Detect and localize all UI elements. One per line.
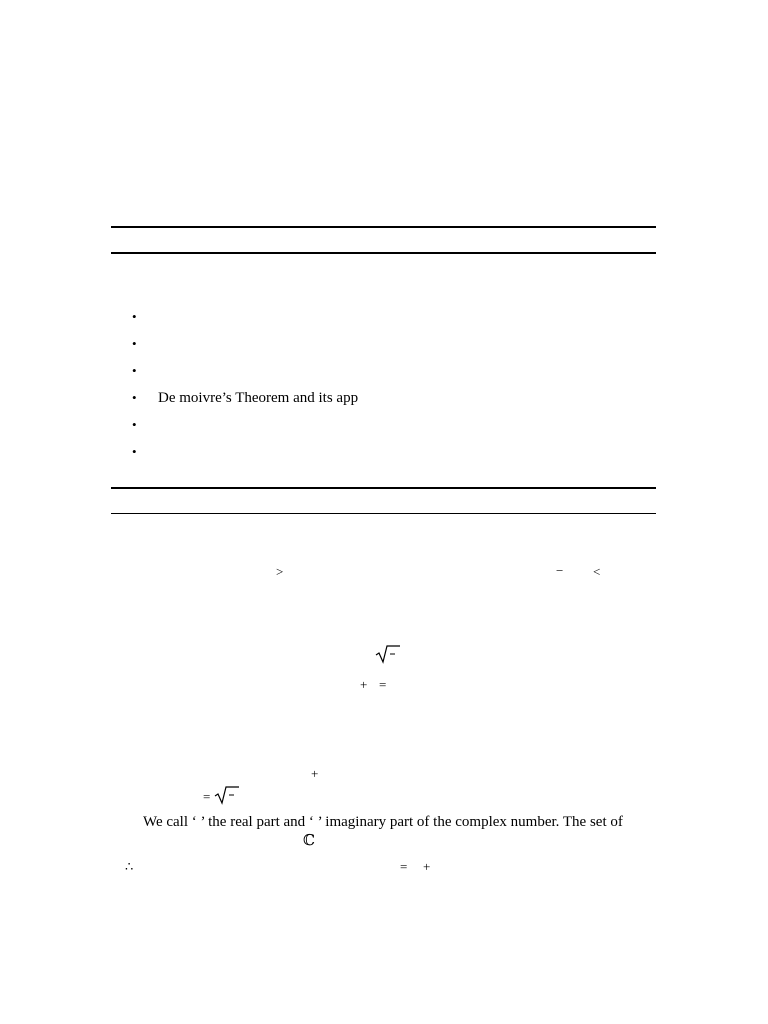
therefore-symbol: ∴ bbox=[125, 859, 134, 874]
top-rule-1 bbox=[111, 226, 656, 228]
math-equals: = bbox=[203, 789, 211, 804]
complex-set-symbol: ℂ bbox=[303, 833, 315, 849]
list-bullet: • bbox=[132, 309, 137, 324]
math-plus: + bbox=[311, 766, 319, 781]
math-plus: + bbox=[423, 859, 431, 874]
math-greater-than: > bbox=[276, 564, 284, 579]
list-item-text: De moivre’s Theorem and its app bbox=[158, 390, 359, 406]
square-root-icon bbox=[375, 644, 401, 664]
math-equals: = bbox=[400, 859, 408, 874]
top-rule-2 bbox=[111, 252, 656, 254]
list-bullet: • bbox=[132, 390, 137, 405]
square-root-icon bbox=[214, 785, 240, 805]
section-rule-2 bbox=[111, 513, 656, 514]
list-bullet: • bbox=[132, 444, 137, 459]
list-bullet: • bbox=[132, 336, 137, 351]
list-bullet: • bbox=[132, 417, 137, 432]
math-equals: = bbox=[379, 677, 387, 692]
section-rule-1 bbox=[111, 487, 656, 489]
math-less-than: < bbox=[593, 564, 601, 579]
list-bullet: • bbox=[132, 363, 137, 378]
math-minus: − bbox=[556, 563, 564, 578]
math-plus: + bbox=[360, 677, 368, 692]
paragraph-line: We call ‘ ’ the real part and ‘ ’ imaginary part of the complex number. The set of bbox=[143, 814, 623, 830]
